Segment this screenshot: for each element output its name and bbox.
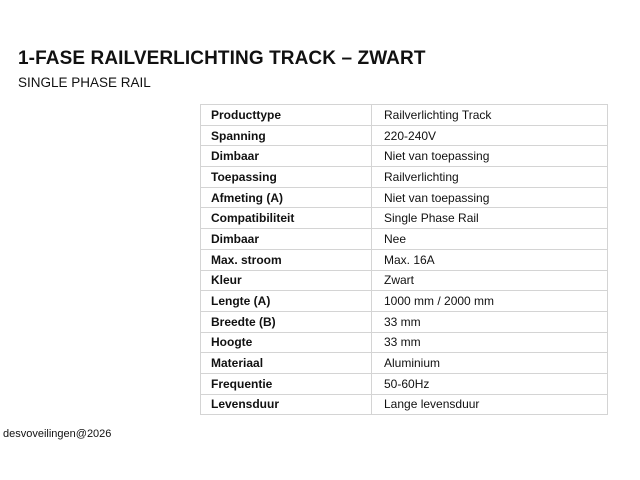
spec-row — [201, 229, 608, 250]
spec-key: Afmeting (A) — [201, 187, 372, 208]
spec-value: Niet van toepassing — [372, 187, 608, 208]
spec-row — [201, 105, 608, 126]
spec-key: Dimbaar — [201, 229, 372, 250]
spec-value: Max. 16A — [372, 249, 608, 270]
spec-row — [201, 249, 608, 270]
spec-row — [201, 125, 608, 146]
spec-key: Max. stroom — [201, 249, 372, 270]
spec-value: Nee — [372, 229, 608, 250]
spec-value: 33 mm — [372, 332, 608, 353]
footer-copyright: desvoveilingen@2026 — [3, 428, 112, 440]
spec-value: Single Phase Rail — [372, 208, 608, 229]
spec-row — [201, 332, 608, 353]
spec-key: Toepassing — [201, 167, 372, 188]
spec-key: Dimbaar — [201, 146, 372, 167]
spec-value: Aluminium — [372, 353, 608, 374]
spec-value: 1000 mm / 2000 mm — [372, 291, 608, 312]
spec-row — [201, 270, 608, 291]
spec-key: Hoogte — [201, 332, 372, 353]
spec-row — [201, 208, 608, 229]
spec-value: 220-240V — [372, 125, 608, 146]
spec-table — [200, 104, 608, 415]
spec-row — [201, 353, 608, 374]
spec-key: Levensduur — [201, 394, 372, 415]
spec-value: Zwart — [372, 270, 608, 291]
spec-value: 50-60Hz — [372, 373, 608, 394]
page-title: 1-FASE RAILVERLICHTING TRACK – ZWART — [18, 48, 426, 69]
spec-key: Frequentie — [201, 373, 372, 394]
spec-key: Compatibiliteit — [201, 208, 372, 229]
spec-value: Lange levensduur — [372, 394, 608, 415]
page-subtitle: SINGLE PHASE RAIL — [18, 75, 151, 90]
spec-row — [201, 291, 608, 312]
spec-value: Niet van toepassing — [372, 146, 608, 167]
spec-key: Materiaal — [201, 353, 372, 374]
spec-row — [201, 311, 608, 332]
spec-value: 33 mm — [372, 311, 608, 332]
spec-row — [201, 187, 608, 208]
spec-row — [201, 394, 608, 415]
spec-value: Railverlichting — [372, 167, 608, 188]
spec-row — [201, 373, 608, 394]
spec-key: Breedte (B) — [201, 311, 372, 332]
spec-value: Railverlichting Track — [372, 105, 608, 126]
spec-key: Lengte (A) — [201, 291, 372, 312]
spec-row — [201, 167, 608, 188]
spec-key: Producttype — [201, 105, 372, 126]
spec-key: Kleur — [201, 270, 372, 291]
spec-key: Spanning — [201, 125, 372, 146]
spec-row — [201, 146, 608, 167]
